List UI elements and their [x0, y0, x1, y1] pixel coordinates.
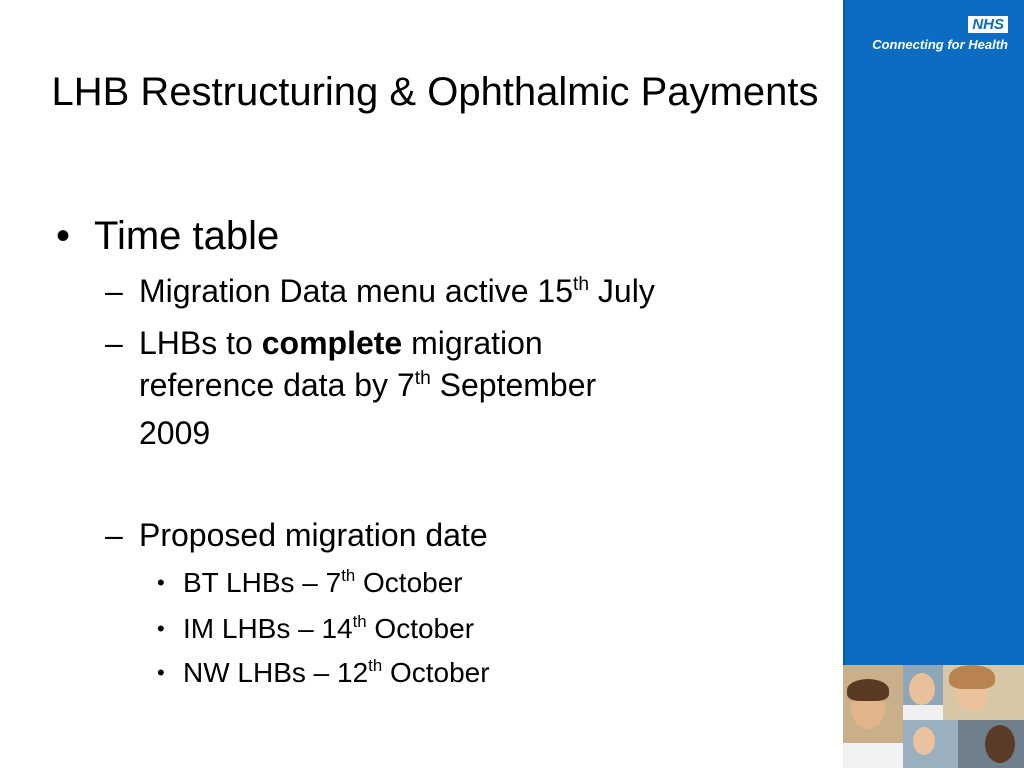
clothing: [903, 705, 943, 720]
bullet-marker: •: [157, 570, 165, 595]
bullet-marker: •: [157, 660, 165, 685]
subsubitem-text-tail: October: [366, 613, 475, 644]
subsubitem-text: [183, 612, 474, 650]
nhs-sidebar: [843, 0, 1024, 768]
subsubitem-text-main: BT LHBs – 7: [183, 567, 342, 598]
subitem-text: Proposed migration date: [139, 517, 488, 553]
subsubitem-text-tail: October: [382, 657, 490, 688]
bullet-marker: •: [157, 616, 165, 641]
person-hair: [847, 679, 889, 701]
subsubitem-text-tail: October: [355, 567, 463, 598]
subsubitem-text-main: IM LHBs – 14: [183, 613, 353, 644]
subitem-text-post: migration: [402, 325, 543, 361]
ordinal-suffix: th: [352, 612, 367, 632]
nhs-logo-mark: NHS: [968, 16, 1008, 33]
bullet-text: Time table: [94, 214, 280, 258]
nhs-logo-text: Connecting for Health: [872, 37, 1008, 52]
person-face: [985, 725, 1015, 763]
bullet-marker: •: [56, 214, 71, 258]
subitem-text-line2-tail: September: [430, 367, 597, 403]
subitem-text-tail: July: [589, 273, 655, 309]
person-hair: [949, 665, 995, 689]
subsubitem-text-main: NW LHBs – 12: [183, 657, 369, 688]
subsubitem-text: [183, 656, 490, 694]
subsubitem-text: [183, 566, 463, 604]
dash-marker: –: [105, 273, 123, 309]
subitem-text-line2: reference data by 7: [139, 367, 415, 403]
dash-marker: –: [105, 517, 123, 553]
subitem-text: [139, 322, 596, 454]
person-face: [909, 673, 935, 705]
subitem-text: [139, 270, 655, 318]
ordinal-suffix: th: [573, 273, 590, 295]
subitem-text-main: Migration Data menu active 15: [139, 273, 573, 309]
staff-photo-collage: [843, 665, 1024, 768]
ordinal-suffix: th: [368, 656, 383, 676]
slide-title: LHB Restructuring & Ophthalmic Payments: [51, 70, 819, 114]
dash-marker: –: [105, 325, 123, 361]
nhs-logo: [843, 16, 1008, 60]
person-face: [913, 727, 935, 755]
subitem-text-pre: LHBs to: [139, 325, 262, 361]
clothing: [843, 743, 903, 768]
subitem-text-bold: complete: [261, 325, 403, 361]
subitem-text-line3: 2009: [139, 415, 211, 451]
ordinal-suffix: th: [341, 566, 356, 586]
ordinal-suffix: th: [414, 367, 431, 389]
